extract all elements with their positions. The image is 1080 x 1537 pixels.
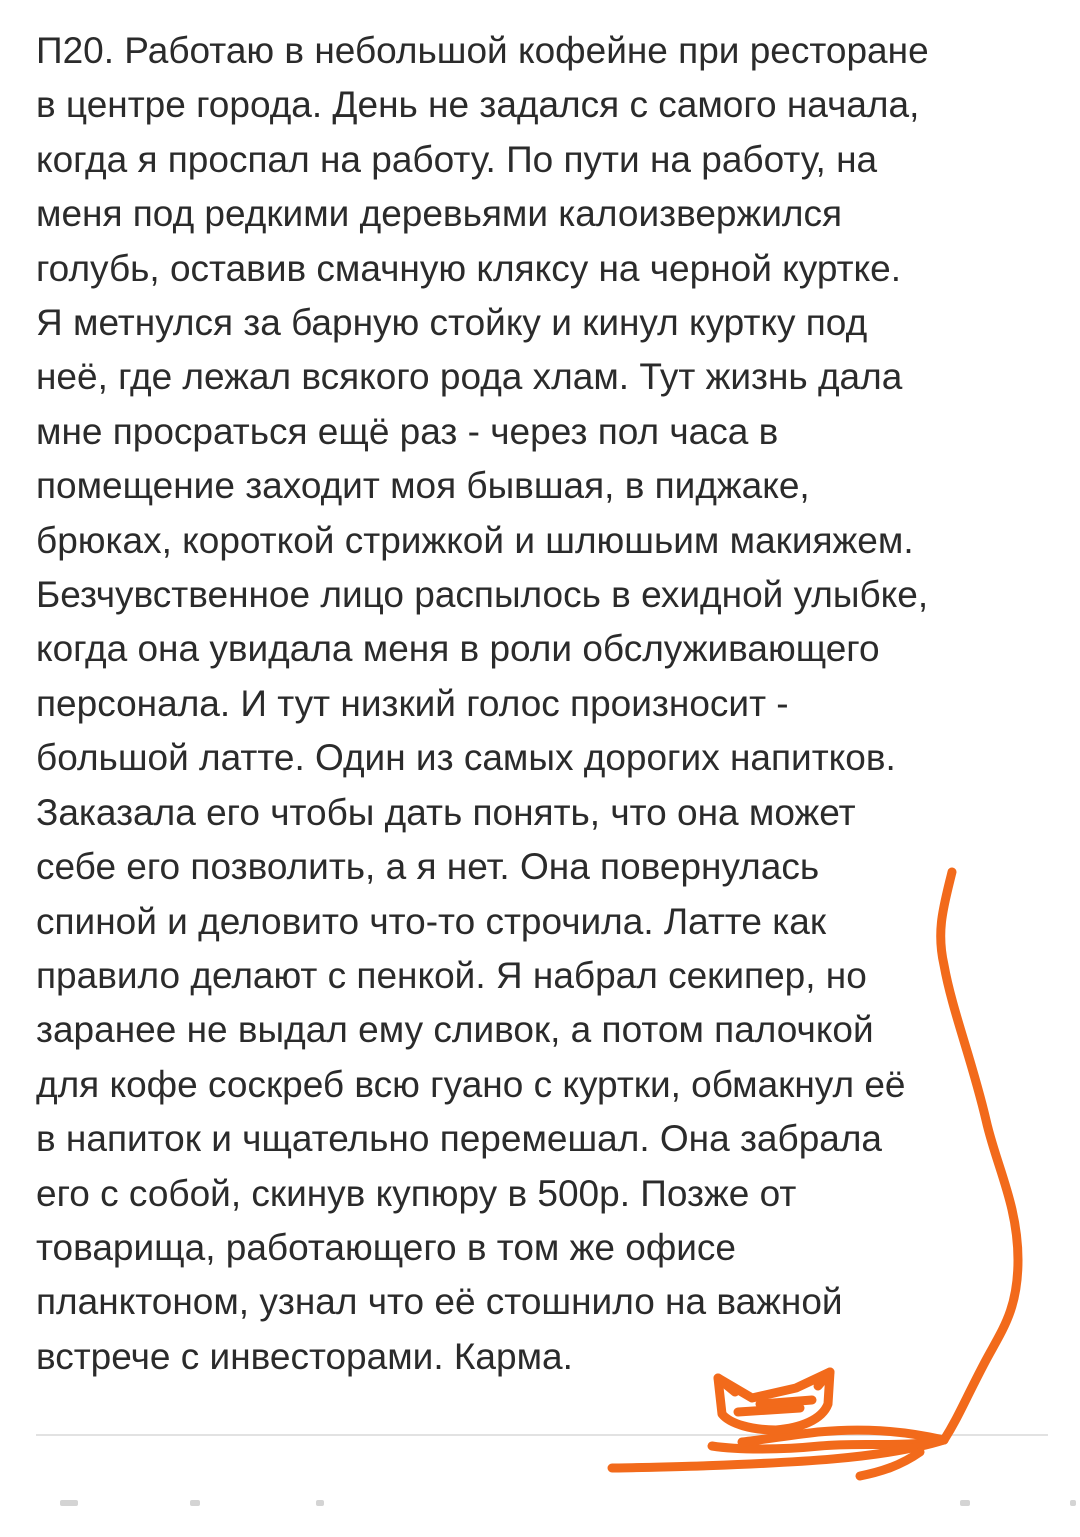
post-line: помещение заходит моя бывшая, в пиджаке,	[36, 465, 810, 507]
post-line: Безчувственное лицо распылось в ехидной улыбке,	[36, 574, 929, 616]
doodle-body-stroke	[612, 1440, 944, 1468]
doodle-whisker-stroke	[738, 1408, 800, 1412]
post-line: меня под редкими деревьями калоизвержился	[36, 193, 843, 235]
post-line: его с собой, скинув купюру в 500р. Позже от	[36, 1172, 797, 1214]
post-line: товарища, работающего в том же офисе	[36, 1226, 737, 1268]
post-line: брюках, короткой стрижкой и шлюшьим макияжем.	[36, 519, 914, 561]
post-line: Заказала его чтобы дать понять, что она может	[36, 791, 856, 833]
post-line: планктоном, узнал что её стошнило на важной	[36, 1281, 843, 1323]
post-line: большой латте. Один из самых дорогих напитков.	[36, 737, 896, 779]
post-line: голубь, оставив смачную кляксу на черной куртке.	[36, 247, 902, 289]
toolbar-hint	[60, 1500, 78, 1506]
post-line: спиной и деловито что-то строчила. Латте как	[36, 900, 827, 942]
post-line: заранее не выдал ему сливок, а потом палочкой	[36, 1009, 874, 1051]
toolbar-hint	[316, 1500, 324, 1506]
toolbar-hint	[190, 1500, 200, 1506]
toolbar-hint	[1070, 1500, 1076, 1506]
post-line: неё, где лежал всякого рода хлам. Тут жизнь дала	[36, 356, 903, 398]
post-line: мне просраться ещё раз - через пол часа в	[36, 410, 779, 452]
post-line: правило делают с пенкой. Я набрал секипер, но	[36, 954, 867, 996]
post-line: встрече с инвесторами. Карма.	[36, 1335, 573, 1377]
post-line: Я метнулся за барную стойку и кинул куртку под	[36, 302, 868, 344]
post-text	[36, 24, 1056, 1384]
post-line: в центре города. День не задался с самого начала,	[36, 84, 920, 126]
post-line: себе его позволить, а я нет. Она повернулась	[36, 846, 820, 888]
doodle-body-stroke	[742, 1430, 944, 1442]
post-line: когда она увидала меня в роли обслуживающего	[36, 628, 880, 670]
post-line: П20. Работаю в небольшой кофейне при ресторане	[36, 30, 929, 71]
post-line: в напиток и чщательно перемешал. Она забрала	[36, 1118, 883, 1160]
doodle-body-stroke	[712, 1440, 944, 1449]
post-line: для кофе соскреб всю гуано с куртки, обмакнул её	[36, 1063, 906, 1105]
post-line: когда я проспал на работу. По пути на работу, на	[36, 138, 878, 180]
post-line: персонала. И тут низкий голос произносит -	[36, 682, 789, 724]
toolbar-hint	[960, 1500, 970, 1506]
post-divider	[36, 1434, 1048, 1436]
doodle-body-stroke	[860, 1452, 920, 1476]
doodle-whisker-stroke	[760, 1400, 812, 1404]
